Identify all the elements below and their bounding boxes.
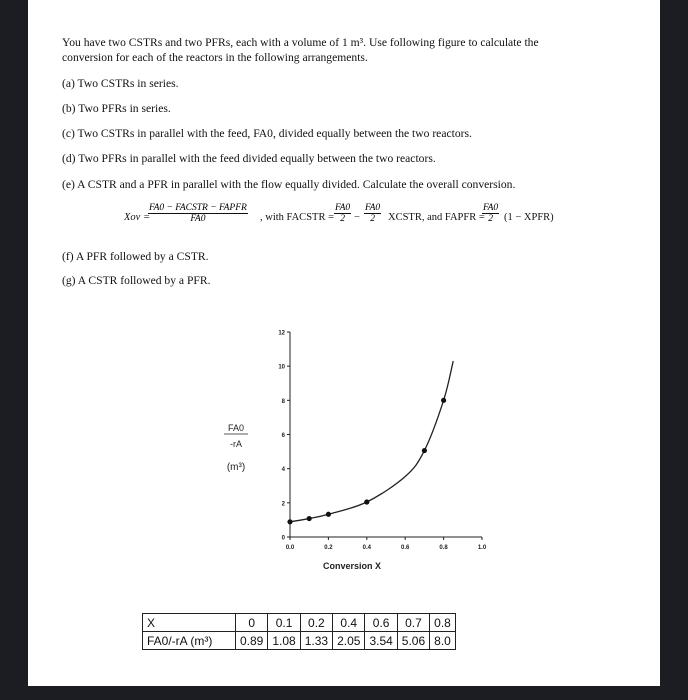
eq-xcstr: XCSTR, and FAPFR = bbox=[388, 212, 485, 223]
table-cell: 5.06 bbox=[397, 632, 429, 650]
x-tick-label: 0.0 bbox=[285, 545, 295, 551]
table-cell: 1.33 bbox=[300, 632, 332, 650]
eq-half-1-den: 2 bbox=[340, 214, 345, 224]
data-point bbox=[326, 512, 331, 517]
data-point bbox=[287, 519, 292, 524]
part-f: (f) A PFR followed by a CSTR. bbox=[62, 250, 209, 263]
eq-numerator: FA0 − FACSTR − FAPFR bbox=[149, 203, 247, 213]
eq-half-3 bbox=[482, 203, 499, 224]
table-cell: 0.89 bbox=[236, 632, 268, 650]
y-tick-label: 4 bbox=[281, 467, 285, 474]
data-points bbox=[287, 398, 446, 525]
data-table bbox=[142, 613, 456, 650]
y-tick-label: 6 bbox=[281, 433, 285, 439]
x-tick-label: 0.2 bbox=[324, 545, 333, 551]
table-cell: 0.4 bbox=[333, 614, 365, 632]
part-c: (c) Two CSTRs in parallel with the feed, FA0, divided equally between the two reactors. bbox=[62, 127, 472, 140]
y-tick-label: 12 bbox=[278, 330, 285, 337]
eq-tail: (1 − XPFR) bbox=[504, 212, 554, 223]
intro-line-1: You have two CSTRs and two PFRs, each with a volume of 1 m³. Use following figure to calculate the bbox=[62, 36, 539, 49]
x-axis-label: Conversion X bbox=[322, 561, 382, 571]
part-a: (a) Two CSTRs in series. bbox=[62, 77, 179, 90]
data-point bbox=[307, 516, 312, 521]
eq-half-2 bbox=[364, 203, 381, 224]
x-tick-label: 0.8 bbox=[439, 545, 448, 551]
part-g: (g) A CSTR followed by a PFR. bbox=[62, 274, 211, 287]
data-point bbox=[441, 398, 446, 403]
table-cell: 3.54 bbox=[365, 632, 397, 650]
y-tick-label: 8 bbox=[281, 398, 285, 405]
table-cell: 0.1 bbox=[268, 614, 300, 632]
part-e: (e) A CSTR and a PFR in parallel with the flow equally divided. Calculate the overall conversion. bbox=[62, 178, 516, 191]
eq-half-3-den: 2 bbox=[488, 214, 493, 224]
problem-page bbox=[28, 0, 660, 686]
x-tick-label: 0.4 bbox=[362, 545, 371, 551]
part-d: (d) Two PFRs in parallel with the feed divided equally between the two reactors. bbox=[62, 152, 436, 165]
eq-half-3-num: FA0 bbox=[483, 203, 499, 213]
table-cell: 8.0 bbox=[430, 632, 456, 650]
table-row-x bbox=[143, 614, 456, 632]
intro-line-2: conversion for each of the reactors in the following arrangements. bbox=[62, 51, 368, 64]
eq-denominator: FA0 bbox=[190, 214, 206, 224]
data-point bbox=[364, 499, 369, 504]
eq-minus: − bbox=[354, 212, 360, 223]
table-header-y: FA0/-rA (m³) bbox=[143, 632, 236, 650]
x-tick-label: 0.6 bbox=[401, 545, 410, 551]
table-cell: 0.7 bbox=[397, 614, 429, 632]
y-ticks bbox=[278, 331, 290, 542]
conversion-chart bbox=[208, 320, 488, 580]
table-cell: 0.6 bbox=[365, 614, 397, 632]
y-tick-label: 2 bbox=[281, 501, 285, 508]
x-ticks bbox=[286, 537, 487, 551]
y-tick-label: 0 bbox=[281, 535, 285, 542]
levenspiel-curve bbox=[290, 361, 453, 522]
table-header-x: X bbox=[143, 614, 236, 632]
part-b: (b) Two PFRs in series. bbox=[62, 102, 171, 115]
table-cell: 2.05 bbox=[333, 632, 365, 650]
eq-half-1 bbox=[334, 203, 351, 224]
table-row-y bbox=[143, 632, 456, 650]
eq-with: , with FACSTR = bbox=[260, 212, 334, 223]
table-cell: 0.8 bbox=[430, 614, 456, 632]
eq-half-2-den: 2 bbox=[370, 214, 375, 224]
table-cell: 1.08 bbox=[268, 632, 300, 650]
y-label-bottom: -rA bbox=[230, 439, 242, 449]
y-tick-label: 10 bbox=[278, 364, 285, 371]
data-point bbox=[422, 448, 427, 453]
table-cell: 0.2 bbox=[300, 614, 332, 632]
eq-lhs: Xov = bbox=[124, 212, 151, 223]
table-cell: 0 bbox=[236, 614, 268, 632]
y-label-units: (m³) bbox=[226, 462, 246, 473]
y-label-top: FA0 bbox=[227, 423, 245, 433]
eq-half-2-num: FA0 bbox=[365, 203, 381, 213]
eq-fraction-main bbox=[148, 203, 248, 224]
x-tick-label: 1.0 bbox=[477, 545, 487, 551]
eq-half-1-num: FA0 bbox=[335, 203, 351, 213]
